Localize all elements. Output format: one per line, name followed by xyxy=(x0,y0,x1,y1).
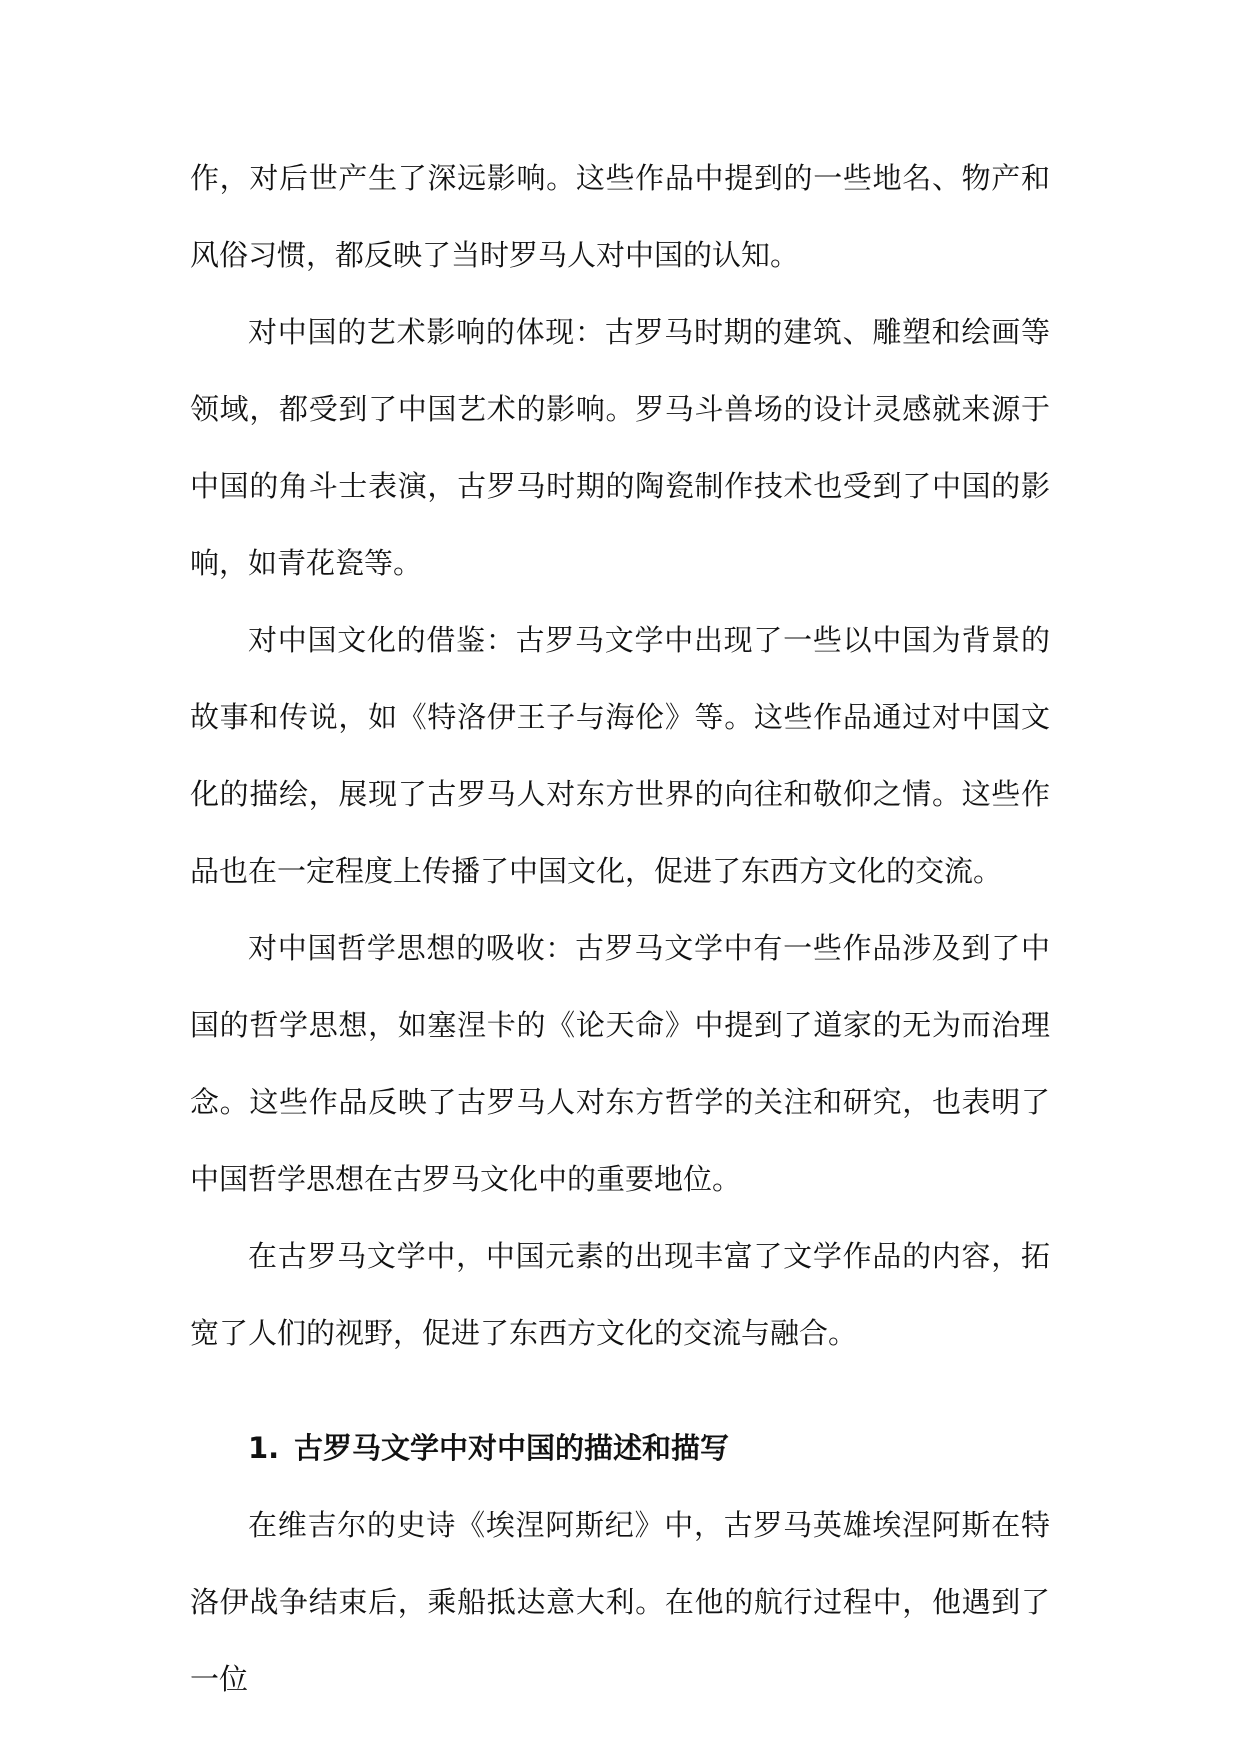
section-number: 1. xyxy=(248,1431,280,1465)
section-title: 古罗马文学中对中国的描述和描写 xyxy=(294,1431,730,1465)
paragraph-summary: 在古罗马文学中，中国元素的出现丰富了文学作品的内容，拓宽了人们的视野，促进了东西方文化的交流与融合。 xyxy=(190,1239,1050,1350)
paragraph-philosophy: 对中国哲学思想的吸收：古罗马文学中有一些作品涉及到了中国的哲学思想，如塞涅卡的《论天命》中提到了道家的无为而治理念。这些作品反映了古罗马人对东方哲学的关注和研究，也表明了中国哲学思想在古罗马文化中的重要地位。 xyxy=(190,931,1050,1196)
section-heading xyxy=(190,1410,1050,1487)
paragraph-continued: 作，对后世产生了深远影响。这些作品中提到的一些地名、物产和风俗习惯，都反映了当时罗马人对中国的认知。 xyxy=(190,161,1050,272)
document-body xyxy=(190,140,1050,1718)
paragraph-culture-borrowing: 对中国文化的借鉴：古罗马文学中出现了一些以中国为背景的故事和传说，如《特洛伊王子与海伦》等。这些作品通过对中国文化的描绘，展现了古罗马人对东方世界的向往和敬仰之情。这些作品也在一定程度上传播了中国文化，促进了东西方文化的交流。 xyxy=(190,623,1050,888)
paragraph-art-influence: 对中国的艺术影响的体现：古罗马时期的建筑、雕塑和绘画等领域，都受到了中国艺术的影响。罗马斗兽场的设计灵感就来源于中国的角斗士表演，古罗马时期的陶瓷制作技术也受到了中国的影响，如青花瓷等。 xyxy=(190,315,1050,580)
paragraph-aeneid: 在维吉尔的史诗《埃涅阿斯纪》中，古罗马英雄埃涅阿斯在特洛伊战争结束后，乘船抵达意大利。在他的航行过程中，他遇到了一位 xyxy=(190,1508,1050,1696)
